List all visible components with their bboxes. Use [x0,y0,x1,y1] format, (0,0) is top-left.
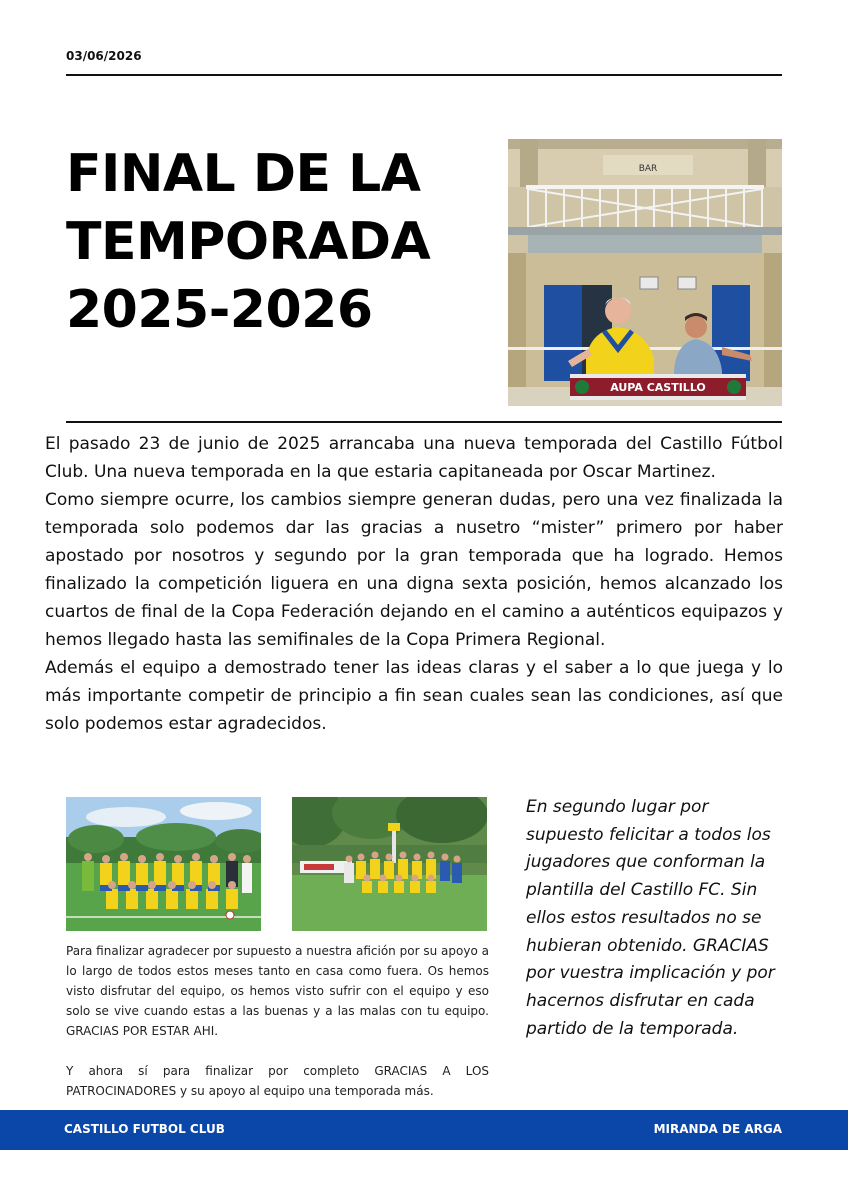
date-label: 03/06/2026 [66,49,142,63]
small-paragraph: Para finalizar agradecer por supuesto a nuestra afición por su apoyo a lo largo de todos estos meses tanto en casa como fuera. Os hemos visto disfrutar del equipo, os hemos visto sufrir con el equipo y eso solo se vive cuando estas a las buenas y a las malas con tu equipo. GRACIAS POR ESTAR AHI. [66,944,489,1038]
scarf-text: AUPA CASTILLO [610,381,706,394]
article-title [66,140,486,344]
players-thanks-note: En segundo lugar por supuesto felicitar a todos los jugadores que conforman la plantilla del Castillo FC. Sin ellos estos resultados no se hubieran obtenido. GRACIAS por vuestra implicación y por hacernos disfrutar en cada partido de la temporada. [526,797,775,1039]
fans-sponsors-text [66,941,489,1101]
title-line: FINAL DE LA [66,144,421,204]
small-paragraph: Y ahora sí para finalizar por completo GRACIAS A LOS PATROCINADORES y su apoyo al equipo una temporada más. [66,1064,489,1098]
title-line: 2025-2026 [66,280,373,340]
stadium-photo [508,139,782,406]
body-paragraph: El pasado 23 de junio de 2025 arrancaba una nueva temporada del Castillo Fútbol Club. Una nueva temporada en la que estaria capitaneada por Oscar Martinez. [45,434,783,482]
team-photo-1 [66,797,261,931]
top-divider [66,74,782,76]
team-photo-2 [292,797,487,931]
article-body [45,430,783,738]
bar-sign: BAR [638,164,658,174]
body-paragraph: Además el equipo a demostrado tener las ideas claras y el saber a lo que juega y lo más importante competir de principio a fin sean cuales sean las condiciones, así que solo podemos estar agradecidos. [45,658,783,734]
body-paragraph: Como siempre ocurre, los cambios siempre generan dudas, pero una vez finalizada la temporada solo podemos dar las gracias a nusetro “mister” primero por haber apostado por nosotros y segundo por la gran temporada que ha logrado. Hemos finalizado la competición liguera en una digna sexta posición, hemos alcanzado los cuartos de final de la Copa Federación dejando en el camino a auténticos equipazos y hemos llegado hasta las semifinales de la Copa Primera Regional. [45,490,783,650]
title-line: TEMPORADA [66,212,431,272]
footer-club-name: CASTILLO FUTBOL CLUB [64,1122,225,1136]
footer-bar [0,1110,848,1150]
mid-divider [66,421,782,423]
footer-location: MIRANDA DE ARGA [653,1122,782,1136]
